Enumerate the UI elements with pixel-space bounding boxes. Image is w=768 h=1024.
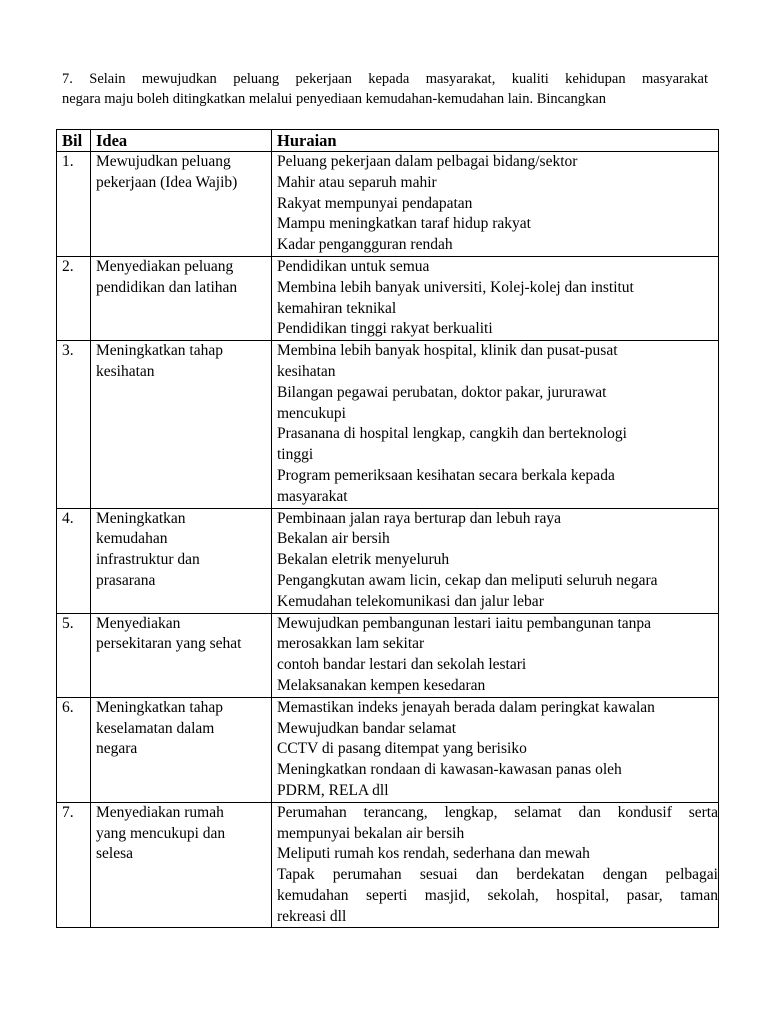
idea-cell [91,697,272,802]
huraian-line: contoh bandar lestari dan sekolah lestari [277,656,527,674]
idea-line: kemudahan [96,530,168,548]
huraian-line: kemahiran teknikal [277,299,397,317]
huraian-line: mencukupi [277,404,346,422]
huraian-line: Membina lebih banyak universiti, Kolej-kolej dan institut [277,278,634,296]
table-row [57,341,719,508]
row-number: 5. [57,613,91,697]
huraian-line: Rakyat mempunyai pendapatan [277,194,473,212]
idea-line: kesihatan [96,362,155,380]
row-number: 7. [57,802,91,928]
header-idea: Idea [91,130,272,152]
header-bil: Bil [57,130,91,152]
huraian-line: rekreasi dll [277,907,347,925]
idea-line: prasarana [96,571,156,589]
huraian-line: Perumahan terancang, lengkap, selamat dan kondusif serta [277,803,718,821]
idea-line: yang mencukupi dan [96,824,226,842]
huraian-line: PDRM, RELA dll [277,781,389,799]
idea-line: Mewujudkan peluang [96,153,231,170]
huraian-cell [272,613,719,697]
huraian-line: Mampu meningkatkan taraf hidup rakyat [277,215,531,233]
idea-cell [91,508,272,613]
huraian-cell [272,802,719,928]
huraian-line: Pendidikan untuk semua [277,257,430,275]
idea-cell [91,152,272,257]
idea-line: selesa [96,845,134,863]
huraian-line: Tapak perumahan sesuai dan berdekatan dengan pelbagai [277,866,718,884]
row-number: 2. [57,256,91,340]
idea-cell [91,613,272,697]
huraian-line: Mahir atau separuh mahir [277,173,437,191]
idea-line: Meningkatkan [96,509,186,527]
huraian-line: Prasanana di hospital lengkap, cangkih dan berteknologi [277,425,627,443]
huraian-line: Melaksanakan kempen kesedaran [277,676,486,694]
huraian-line: Mewujudkan pembangunan lestari iaitu pembangunan tanpa [277,614,652,632]
huraian-line: Memastikan indeks jenayah berada dalam peringkat kawalan [277,698,655,716]
idea-line: Meningkatkan tahap [96,698,223,716]
idea-cell [91,802,272,928]
idea-line: pekerjaan (Idea Wajib) [96,173,238,191]
table-header-row [57,130,719,152]
huraian-line: Program pemeriksaan kesihatan secara berkala kepada [277,466,615,484]
huraian-line: masyarakat [277,487,348,505]
huraian-line: Mewujudkan bandar selamat [277,719,457,737]
question-line-1: 7. Selain mewujudkan peluang pekerjaan kepada masyarakat, kualiti kehidupan masyarakat [62,71,708,87]
huraian-cell [272,508,719,613]
huraian-cell [272,341,719,508]
huraian-line: Meningkatkan rondaan di kawasan-kawasan panas oleh [277,761,622,779]
table-row [57,697,719,802]
idea-line: Menyediakan rumah [96,803,224,821]
table-row [57,508,719,613]
idea-line: Meningkatkan tahap [96,342,223,360]
table-row [57,152,719,257]
huraian-cell [272,697,719,802]
question-text [62,69,708,109]
idea-cell [91,341,272,508]
huraian-line: Membina lebih banyak hospital, klinik dan pusat-pusat [277,342,618,360]
huraian-line: CCTV di pasang ditempat yang berisiko [277,740,527,758]
row-number: 3. [57,341,91,508]
idea-line: keselamatan dalam [96,719,215,737]
idea-line: persekitaran yang sehat [96,635,242,653]
huraian-line: Pendidikan tinggi rakyat berkualiti [277,320,493,338]
huraian-line: Kemudahan telekomunikasi dan jalur lebar [277,592,544,610]
huraian-line: Bekalan eletrik menyeluruh [277,551,450,569]
idea-line: infrastruktur dan [96,551,200,569]
idea-line: pendidikan dan latihan [96,278,238,296]
huraian-line: tinggi [277,446,314,464]
huraian-line: Bilangan pegawai perubatan, doktor pakar, jururawat [277,383,607,401]
huraian-line: kemudahan seperti masjid, sekolah, hospital, pasar, taman [277,886,718,904]
idea-cell [91,256,272,340]
huraian-line: Pembinaan jalan raya berturap dan lebuh raya [277,509,562,527]
idea-line: Menyediakan [96,614,181,632]
huraian-line: Peluang pekerjaan dalam pelbagai bidang/sektor [277,153,578,170]
question-line-2: negara maju boleh ditingkatkan melalui penyediaan kemudahan-kemudahan lain. Bincangkan [62,91,606,107]
row-number: 1. [57,152,91,257]
huraian-line: merosakkan lam sekitar [277,635,425,653]
table-row [57,613,719,697]
header-huraian: Huraian [272,130,719,152]
huraian-line: mempunyai bekalan air bersih [277,824,465,842]
huraian-line: Kadar pengangguran rendah [277,236,453,254]
table-row [57,256,719,340]
huraian-line: Bekalan air bersih [277,530,390,548]
huraian-line: kesihatan [277,362,336,380]
idea-line: negara [96,740,138,758]
huraian-line: Pengangkutan awam licin, cekap dan meliputi seluruh negara [277,571,658,589]
huraian-line: Meliputi rumah kos rendah, sederhana dan mewah [277,845,590,863]
huraian-cell [272,152,719,257]
idea-line: Menyediakan peluang [96,257,234,275]
huraian-cell [272,256,719,340]
table-row [57,802,719,928]
row-number: 6. [57,697,91,802]
row-number: 4. [57,508,91,613]
idea-table [56,129,719,928]
